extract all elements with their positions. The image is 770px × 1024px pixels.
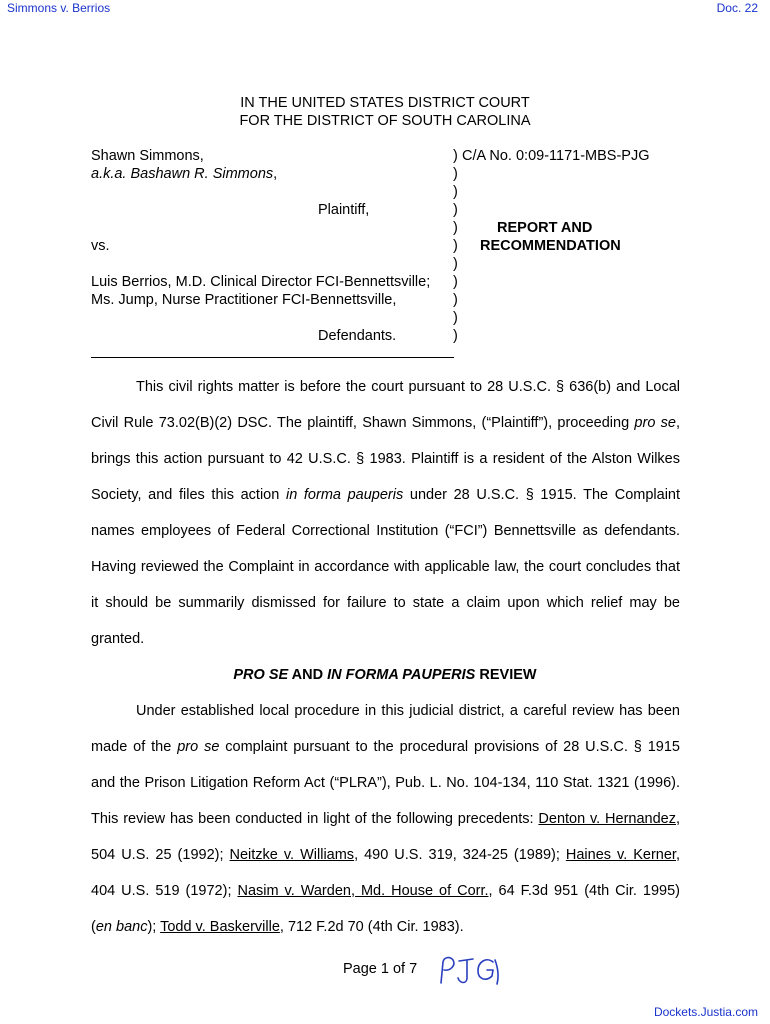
p2-l2-text-c: complaint pursuant to the procedural provisions of 28 U.S.C. § 1915 (219, 739, 680, 755)
handwritten-initials-signature (437, 950, 503, 990)
p1-l4-ifp: in forma pauperis (285, 487, 404, 503)
plaintiff-aka (91, 166, 277, 182)
heading-and: AND (288, 667, 328, 683)
citation-todd: Todd v. Baskerville (160, 919, 280, 935)
p2-l5-comma: , (675, 847, 680, 863)
plaintiff-name: Shawn Simmons, (91, 148, 204, 164)
initials-g-stroke (478, 960, 493, 979)
caption-paren: ) (453, 166, 458, 182)
p2-l7-paren-open: ( (91, 919, 96, 935)
p1-l2-text: Civil Rule 73.02(B)(2) DSC. The plaintiff, Shawn Simmons, (“Plaintiff”), proceeding (91, 415, 635, 431)
p1-l4-text-a: Society, and files this action (91, 487, 286, 503)
p2-l4-text-a: This review has been conducted in light of the following precedents: (91, 811, 539, 827)
initials-p-stroke (441, 958, 454, 983)
caption-paren: ) (453, 310, 458, 326)
paragraph-1-line-1: This civil rights matter is before the court pursuant to 28 U.S.C. § 636(b) and Local (136, 379, 680, 395)
paragraph-2-line-4 (91, 811, 680, 827)
paragraph-2-line-6 (91, 883, 680, 899)
document-title-line-1: REPORT AND (497, 220, 593, 236)
document-title-line-2: RECOMMENDATION (480, 238, 621, 254)
heading-review: REVIEW (475, 667, 537, 683)
paragraph-2-line-5 (91, 847, 680, 863)
p2-l2-text-a: made of the (91, 739, 178, 755)
caption-paren: ) (453, 292, 458, 308)
p2-l5-text-a: 504 U.S. 25 (1992); (91, 847, 230, 863)
p2-l7-en-banc: en banc (95, 919, 148, 935)
caption-paren: ) (453, 148, 458, 164)
caption-paren: ) (453, 328, 458, 344)
page-number: Page 1 of 7 (343, 961, 418, 977)
paragraph-1-line-8: granted. (91, 631, 145, 647)
p2-l6-text-c: , 64 F.3d 951 (4th Cir. 1995) (488, 883, 680, 899)
court-title-line-1: IN THE UNITED STATES DISTRICT COURT (240, 95, 530, 111)
p2-l7-text-e: , 712 F.2d 70 (4th Cir. 1983). (279, 919, 464, 935)
doc-number-link[interactable]: Doc. 22 (716, 1, 758, 15)
paragraph-2-line-3: and the Prison Litigation Reform Act (“PLRA”), Pub. L. No. 104-134, 110 Stat. 1321 (1996). (91, 775, 680, 791)
paragraph-1-line-2 (91, 415, 680, 431)
plaintiff-aka-text: a.k.a. Bashawn R. Simmons (91, 166, 274, 182)
p2-l5-text-c: , 490 U.S. 319, 324-25 (1989); (354, 847, 566, 863)
paragraph-1-line-6: Having reviewed the Complaint in accordance with applicable law, the court concludes that (91, 559, 680, 575)
paragraph-2-line-2 (91, 739, 680, 755)
p2-l6-text-a: 404 U.S. 519 (1972); (91, 883, 238, 899)
case-name-link[interactable]: Simmons v. Berrios (7, 1, 111, 15)
p1-l4-text-c: under 28 U.S.C. § 1915. The Complaint (403, 487, 681, 503)
paragraph-1-line-4 (91, 487, 680, 503)
caption-paren: ) (453, 184, 458, 200)
defendant-role: Defendants. (318, 328, 397, 344)
paragraph-1-line-7: it should be summarily dismissed for failure to state a claim upon which relief may be (91, 595, 680, 611)
caption-paren: ) (453, 274, 458, 290)
court-title-line-2: FOR THE DISTRICT OF SOUTH CAROLINA (239, 113, 531, 129)
p2-l2-pro-se: pro se (177, 739, 220, 755)
heading-pro-se: PRO SE (233, 667, 289, 683)
case-number: C/A No. 0:09-1171-MBS-PJG (462, 148, 650, 164)
p2-l4-comma: , (675, 811, 681, 827)
plaintiff-role: Plaintiff, (318, 202, 370, 218)
paragraph-1-line-3: brings this action pursuant to 42 U.S.C. § 1983. Plaintiff is a resident of the Alston Wilkes (91, 451, 680, 467)
plaintiff-aka-comma: , (273, 166, 278, 182)
paragraph-2-line-1: Under established local procedure in this judicial district, a careful review has been (136, 703, 680, 719)
paragraph-2-line-7 (91, 919, 680, 935)
section-heading (0, 667, 770, 683)
caption-underline (91, 357, 454, 358)
p1-l2-comma: , (675, 415, 680, 431)
caption-paren: ) (453, 238, 458, 254)
initials-tail-stroke (495, 960, 498, 984)
justia-link[interactable]: Dockets.Justia.com (653, 1005, 758, 1019)
versus: vs. (91, 238, 110, 254)
paragraph-1-line-5: names employees of Federal Correctional Institution (“FCI”) Bennettsville as defendants. (91, 523, 680, 539)
defendant-1: Luis Berrios, M.D. Clinical Director FCI-Bennettsville; (91, 274, 431, 290)
heading-ifp: IN FORMA PAUPERIS (327, 667, 476, 683)
citation-haines: Haines v. Kerner (565, 847, 676, 863)
caption-paren: ) (453, 220, 458, 236)
citation-nasim: Nasim v. Warden, Md. House of Corr. (237, 883, 489, 899)
p1-l2-pro-se: pro se (634, 415, 676, 431)
caption-paren: ) (453, 256, 458, 272)
defendant-2: Ms. Jump, Nurse Practitioner FCI-Bennettsville, (91, 292, 397, 308)
caption-paren: ) (453, 202, 458, 218)
initials-j-stroke (458, 959, 473, 983)
citation-neitzke: Neitzke v. Williams (229, 847, 355, 863)
p2-l7-text-c: ); (147, 919, 161, 935)
citation-denton: Denton v. Hernandez (538, 811, 676, 827)
